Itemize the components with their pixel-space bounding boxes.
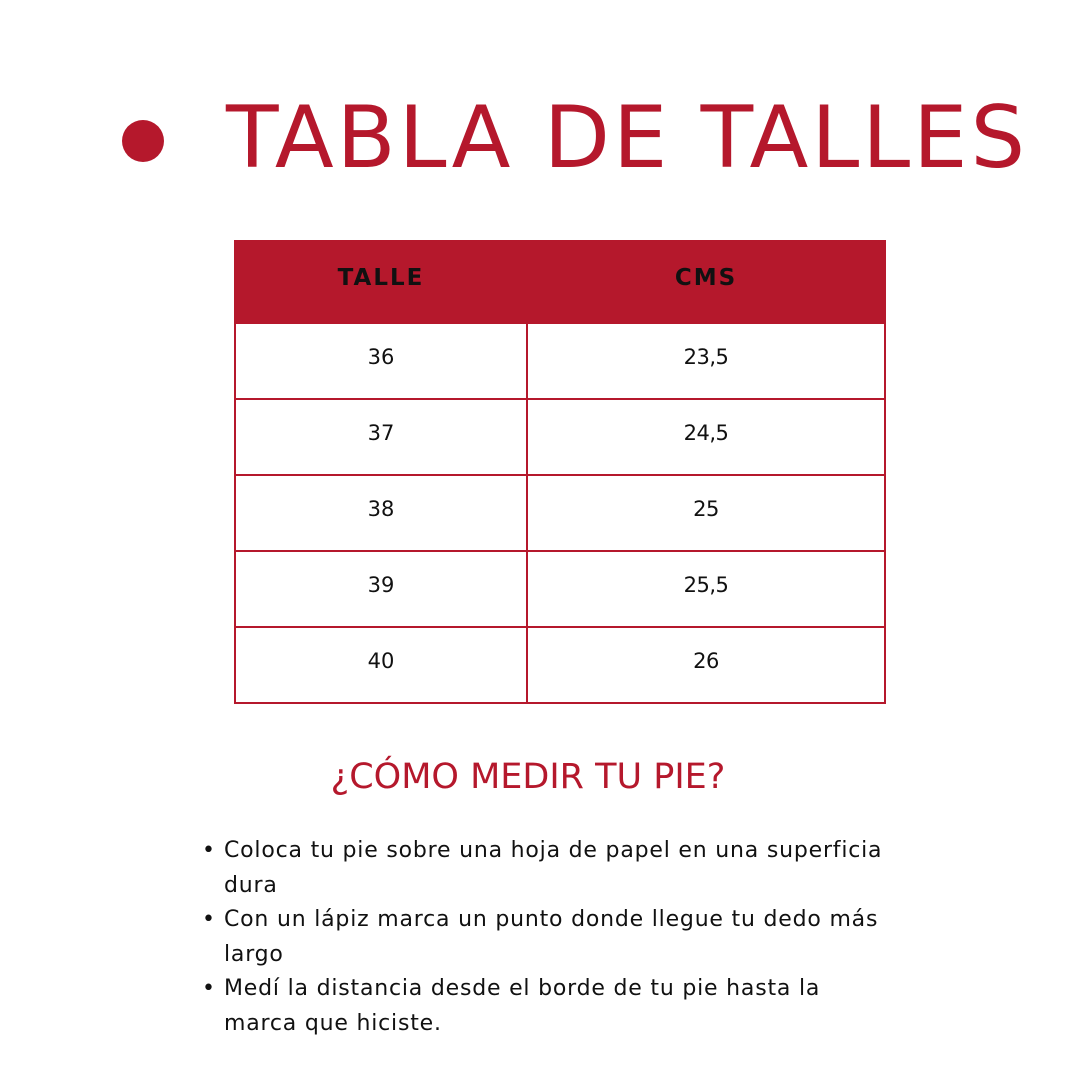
cms-value: 24,5 [683, 421, 729, 445]
cms-value: 25 [693, 497, 719, 521]
how-to-steps-list [200, 834, 900, 1041]
cms-value: 25,5 [683, 573, 729, 597]
cms-value: 26 [693, 649, 719, 673]
bullet-icon: • [202, 907, 216, 932]
cms-cell [527, 551, 885, 627]
table-row [235, 551, 885, 627]
page-title: TABLA DE TALLES [226, 88, 1029, 188]
talle-value: 37 [367, 421, 395, 445]
cms-cell [527, 627, 885, 703]
talle-cell [235, 323, 527, 399]
talle-value: 39 [367, 573, 395, 597]
talle-cell [235, 551, 527, 627]
cms-cell [527, 323, 885, 399]
cms-value: 23,5 [683, 345, 729, 369]
header-talle-label: TALLE [337, 265, 425, 291]
talle-value: 38 [367, 497, 395, 521]
talle-cell [235, 627, 527, 703]
talle-cell [235, 475, 527, 551]
cms-cell [527, 399, 885, 475]
bullet-icon: • [202, 976, 216, 1001]
header-cms [527, 241, 885, 323]
step-text: Coloca tu pie sobre una hoja de papel en una superficia dura [224, 838, 883, 898]
list-item [200, 834, 900, 903]
header-cms-label: CMS [674, 265, 738, 291]
step-text: Con un lápiz marca un punto donde llegue tu dedo más largo [224, 907, 879, 967]
cms-cell [527, 475, 885, 551]
table-row [235, 323, 885, 399]
table-header-row [235, 241, 885, 323]
talle-cell [235, 399, 527, 475]
how-to-title [0, 752, 1080, 802]
table-row [235, 399, 885, 475]
list-item [200, 903, 900, 972]
size-table [234, 240, 886, 704]
list-item [200, 972, 900, 1041]
talle-value: 36 [367, 345, 395, 369]
title-bullet-dot [122, 120, 164, 162]
table-row [235, 475, 885, 551]
step-text: Medí la distancia desde el borde de tu pie hasta la marca que hiciste. [224, 976, 821, 1036]
talle-value: 40 [367, 649, 395, 673]
bullet-icon: • [202, 838, 216, 863]
how-to-title-text: ¿CÓMO MEDIR TU PIE? [330, 757, 726, 797]
header-talle [235, 241, 527, 323]
table-row [235, 627, 885, 703]
